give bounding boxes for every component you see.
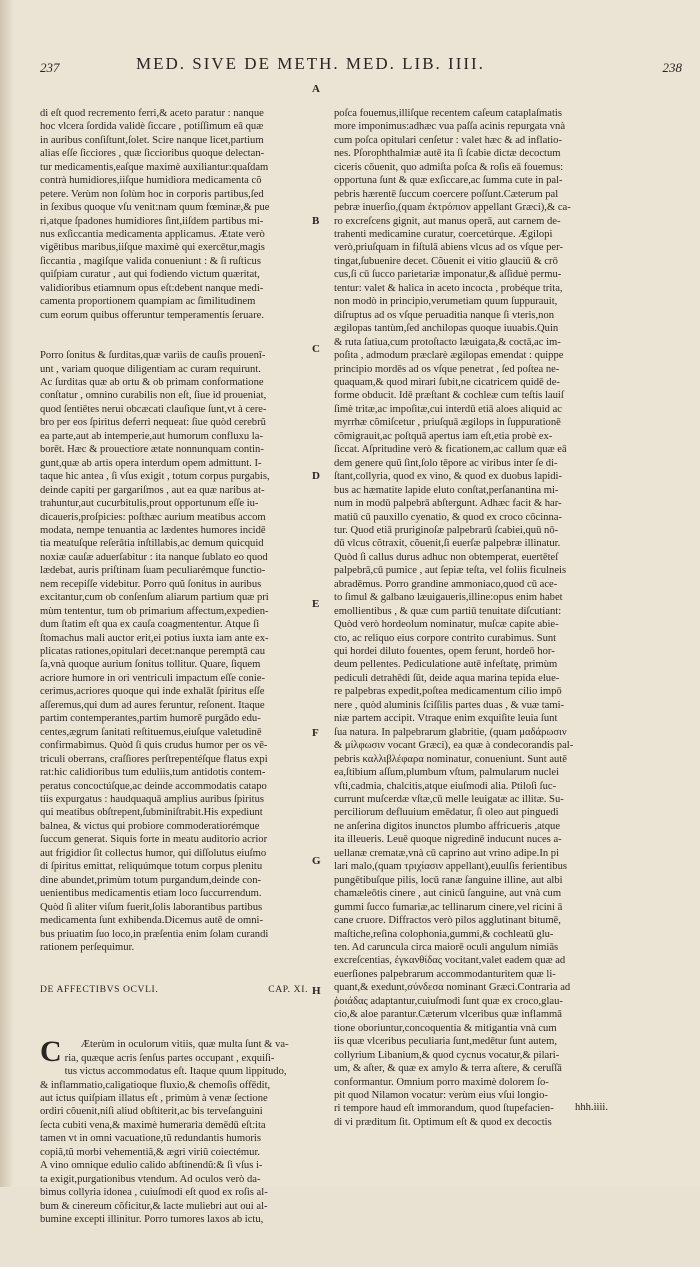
page-number-right: 238	[662, 60, 682, 75]
left-column	[40, 80, 308, 1267]
margin-letter: C	[312, 343, 320, 355]
margin-letter: G	[312, 855, 321, 867]
gutter-shadow	[0, 0, 14, 1187]
ink-stain	[170, 1122, 214, 1129]
margin-letter: E	[312, 598, 320, 610]
signature-mark: hhh.iiii.	[575, 1102, 608, 1113]
chapter-number: CAP. XI.	[268, 984, 308, 996]
margin-letter: H	[312, 985, 321, 997]
drop-cap: C	[40, 1035, 62, 1069]
paragraph: di eſt quod recremento ferri,& aceto paratur : nanque hoc vlcera ſordida validè ſiccare , potiſſimum eâ quæ in auribus conſiſtunt,ſolet. Scire nanque licet,partium alias eſſe ſicciores , quæ ſiccioribus quoque delectan- tur medicamentis,eaſque maximè auxiliantur:quaſdam contrà humidiores,iiſque humidiora medicamenta cõ petere. Verùm non ſolùm hoc in corporis partibus,ſed in ſexibus quoque vſu venit:nam quum fœminæ,& pue ri,atque ſpadones humidiores ſint,iiſdem partibus mi- nus exſiccantia medicamenta applicamus. Ætate verò vigētibus maribus,iiſque maximè qui exercētur,magis ſiccantia , magiſque valida conueniunt : & ſi ruſticus quiſpiam curatur , aut qui fodiendo victum quæritat, validioribus etiamnum opus eſt:debent nanque medi- camenta proportionem quampiam ac ſimilitudinem cum eorum quibus offeruntur temperamentis ſeruare.	[40, 107, 270, 321]
margin-letter: B	[312, 215, 320, 227]
section-heading	[40, 983, 308, 996]
margin-letter: A	[312, 83, 320, 95]
page-number-left: 237	[40, 60, 60, 75]
margin-letter: F	[312, 727, 319, 739]
section-title: DE AFFECTIBVS OCVLI.	[40, 984, 159, 996]
right-column	[334, 80, 682, 1156]
page-header	[40, 54, 682, 80]
section-text: Æterùm in oculorum vitiis, quæ multa ſunt & va- ria, quæque acris ſenſus partes occupant , exquiſi- tus victus accommodatus eſt. Itaque quum lippitudo, & inflammatio,caligatioque fluxio,& chemoſis offēdit, aut ictus quiſpiam illatus eſt , primùm à venæ ſectione ordiri cõuenit,niſi aliud obſtiterit,ac bis terveſanguini ſecta cubiti vena,& maximè humeraria demēdū eſt:ita tamen vt in omni vacuatione,tũ redundantis humoris copiã,tũ morbi vehementiã,& ægri viriũ coiectémur. A vino omnique edulio calido abſtinendũ:& ſi vſus i- ta exigit,purgationibus vtendum. Ad oculos verò da- bimus collyria idonea , cuiuſmodi eſt quod ex roſis al- bum & cinereum cõficitur,& lacte muliebri aut oui al- bumine excepti illinitur. Porro tumores laxos ab ictu,	[40, 1039, 289, 1226]
paragraph: poſca fouemus,illiſque recentem caſeum cataplaſmatis more imponimus:adhæc vua paſſa acinis repurgata vnà cum poſca opitulari cenſetur : valet hæc & ad inflatio- nes. Pſorophthalmiæ autē ita ſi ſcabie dictæ decoctum ciceris cõuenit, quo admiſta poſca & roſis eā fouemus: opportuna ſunt & quæ exſiccare,ac ſumma cute in pal- pebris hærentē ſuccum coercere poſſunt.Cæterum pal pebræ inuerſio,(quam ἐκτρόπιον appellant Græci),& ca- ro excreſcens gignit, aut manus operā, aut carnem de- trahenti medicamine curatur, coercetúrque. Ægilopi verò,priuſquam in fiſtulā abiens vlcus ad os vſque per- tingat,ſubuenire decet. Cõuenit ei vitio glauciū & crō cus,ſi cū ſucco parietariæ imponatur,& aſſiduè permu- tentur: valet & halica in aceto incocta , probéque trita, non modò in principio,verumetiam quum ſuppurauit, diſruptus ad os vſque peruaditia nanque ſi vteris,non ægilopas tantùm,ſed anchilopas quoque iuuabis.Quin & ruta ſatiua,cum protoſtacto læuigata,& coctā,ac im- poſita , admodum præclarè ægilopas emendat : quippe principio mordēs ad os vſque penetrat , ſed poſtea ne- quaquam,& quod mirari ſubit,ne cicatricem quidē de- forme obducit. Idē præſtant & cochleæ cum teſtis lauiſ ſimè tritæ,ac impoſitæ,cui interdū etiā aloes aliquid ac myrrhæ cõmiſcetur , priuſquā ægilops in ſuppurationē cõmigrauit,ac poſtquā apertus iam eſt,etia probè ex- ſiccat. Aſpritudine verò & ficationem,ac callum quæ eā dem genere quũ ſint,ſolo tēpore ac viribus inter ſe di- ſtant,collyria, quod ex vino, & quod ex duobus lapidi- bus ac hæmatite lapide eluto conſtat,perſanantina mi- num in modū palpebrā abſtergunt. Adhæc facit & har- matiū cū pauxillo cyenatio, & quod ex croco cõcinna- tur. Quod etiā pruriginoſæ palpebrarū ſcabiei,quū nō- dū vlcus cõtraxit, cõuenit,ſi euerſæ palpebræ illinatur. Quòd ſi callus durus adhuc non obtemperat, euertēteſ palpebrā,cū pumice , aut ſepiæ teſta, vel foliis ficulneis abradēmus. Porro grandine ammoniaco,quod cū ace- to ſimul & galbano læuigaueris,illine:opus enim habet emollientibus , & quæ cum partiū tenuitate diſcutiant: Quòd verò hordeolum nominatur, muſcæ capite abie- cto, ac reliquo eius corpore contrito curabimus. Sunt qui hordei diluto fouentes, opem ferunt, hordeō hor- deum pellentes. Pediculatione autē infeſtatę, primùm pediculi detrahēdi ſūt, deide aqua marina tepida elue- re palpebras expedit,poſtea medicamentum cilio impō nere , quòd aluminis ſciſſilis partes duas , & vuæ tami- niæ partem accipit. Vtraque enim exquiſite leuia ſunt ſua natura. In palpebrarum glabritie, (quam μαδάρωσιν & μίλφωσιν vocant Græci), ea quæ à condecorandis pal- pebris καλλιβλέφαρα nominatur, conueniunt. Sunt autē ea,ſtibium aſſum,plumbum vſtum, palmularum nuclei vſti,cadmia, chalcitis,atque eiuſmodi alia. Ptiloſi ſuc- currunt muſcerdæ vſtæ,cū melle leuigatæ ac illitæ. Su- perciliorum defluuium emēdatur, ſi oleo aut pinguedi ne anſerina digitos inunctos plumbo affricueris ,atque ita illeueris. Leuē quoque nigredinē inducunt nuces a- uellanæ crematæ,vnà cū caprino aut vrino adipe.In pi lari malo,(quam τριχίασιν appellant),euulſis ferientibus pungētibuſque pilis, locū ranæ ſanguine illine, aut albi chamæleōtis cinere , aut cinicū ſanguine, aut vnà cum gummi ſucco fumariæ,ac tellinarum cinere,vel ricini ā cane cruore. Diffractos verò pilos agglutinant bitumē, maſtiche,reſina colophonia,gummi,& cochleatū glu- ten. Ad caruncula circa maiorē oculi angulum nimiās excreſcentias, ἐγκανθίδας vocitant,valet eadem quæ ad euerſiones palpebrarum accommodanturitem quæ li- quant,& exedunt,σύνδεσα nominant Græci.Contraria ad ῥοιάδας adaptantur,cuiuſmodi ſunt quæ ex croco,glau- cio,& aloe parantur.Cæterum vlceribus quæ inflammā tione oboriuntur,concoquentia & mitigantia vnà cum iis quæ vlceribus peculiaria ſunt,medētur ſunt autem, collyrium Libanium,& quod cycnus vocatur,& pilari- um, & aſter, & quæ ex amylo & terra aſtere, & ceruſſā conformantur. Omnium porro maximè dolorem ſo- pit quod Nilamon vocatur: verùm eius vſui longio- ri tempore haud eſt immorandum, quod ſtupefacien- di vi præditum ſit. Optimum eſt & quod ex decoctis	[334, 107, 574, 1128]
margin-letter: D	[312, 470, 320, 482]
section-body	[40, 1025, 308, 1240]
running-head: MED. SIVE DE METH. MED. LIB. IIII.	[136, 54, 485, 73]
paragraph: Porro ſonitus & ſurditas,quæ variis de cauſis prouenī- unt , variam quoque diligentiam ac curam requirunt. Ac ſurditas quæ ab ortu & ob primam conformatione conſtatur , omnino curabilis non eſt, ſiue id proueniat, quod ſentiētes nerui obcæcati clauſique ſunt,vt à cere- bro per eos ſpiritus deferri nequeat: ſiue quòd cerebrũ ea parte,aut ab intemperie,aut humorum confluxu la- borēt. Hæc & prouectiore ætate nonnunquam contin- gunt,quæ ab artis opera interdum opem admittunt. I- taque hic antea , ſi vſus exigit , totum corpus purgabis, deinde capiti per gargariſmos , aut ea quæ naribus at- trahuntur,aut cucurbitulis,prout opportunum eſſe iu- dicaueris,proſpicies: poſthæc aurium meatibus accom modata, nempe tenuantia ac lædentes humores incidē tia meatuſque reſerātia inſtillabis,ac demum quicquid noxiæ cauſæ aduerſabitur : ita nanque ſublato eo quod lædebat, auris priſtinam ſuam peculiarémque functio- nem recepiſſe videbitur. Porro quũ ſonitus in auribus excitantur,cum ob conſenſum aliarum partium quæ pri mùm tententur, tum ob primarium affectum,expedien- dum ſtatim eſt qua ex cauſa coagmententur. Atque ſi ſtomachus mali auctor erit,ei potius iuxta iam ante ex- plicatas rationes,opitulari decet:nanque peremptâ cau ſa,vnà quoque aurium ſonitus tollitur. Quare, ſiquem acriore humore in ori ventriculi impactum eſſe conie- cerimus,acriores quoque qui inde exhalāt ſpiritus eſſe aſſeremus,qui dum ad aures feruntur, reſonent. Itaque partim contemperantes,partim humorē purgādo edu- centes,ægrum ſanitati reſtituemus,eiuſque valetudinē confirmabimus. Quòd ſi quis crudus humor per os vē- triculi oberrans, craſſiores perſtrepentéſque flatus expi rat:hic calidioribus tum eduliis,tum antidotis contem- peratus concoctúſque,ac deinde accommodatis catapo tiis expurgatus : haudquaquā amplius auribus ſpiritus qui meatibus obſtrepent,ſubminiſtrabit.His expediunt balnea, & victus qui probiore commoderatiorémque ſuccum generat. Siquis forte in meatu auditorio acrior aut frigidior ſit collectus humor, qui diſſolutus eiuſmo di ſpiritus emittat, reliquúmque totum corpus plenitu dine abundet,primùm totum purgandum,deinde con- uenientibus medicamentis etiam loco ſuccurrendum. Quòd ſi aliter viſum fuerit,ſolis laborantibus partibus medicamenta ſunt exhibenda.Dicemus autē de omni- bus priuatim ſuo loco,in præſentia enim ſolam curandi rationem perſequimur.	[40, 350, 270, 953]
